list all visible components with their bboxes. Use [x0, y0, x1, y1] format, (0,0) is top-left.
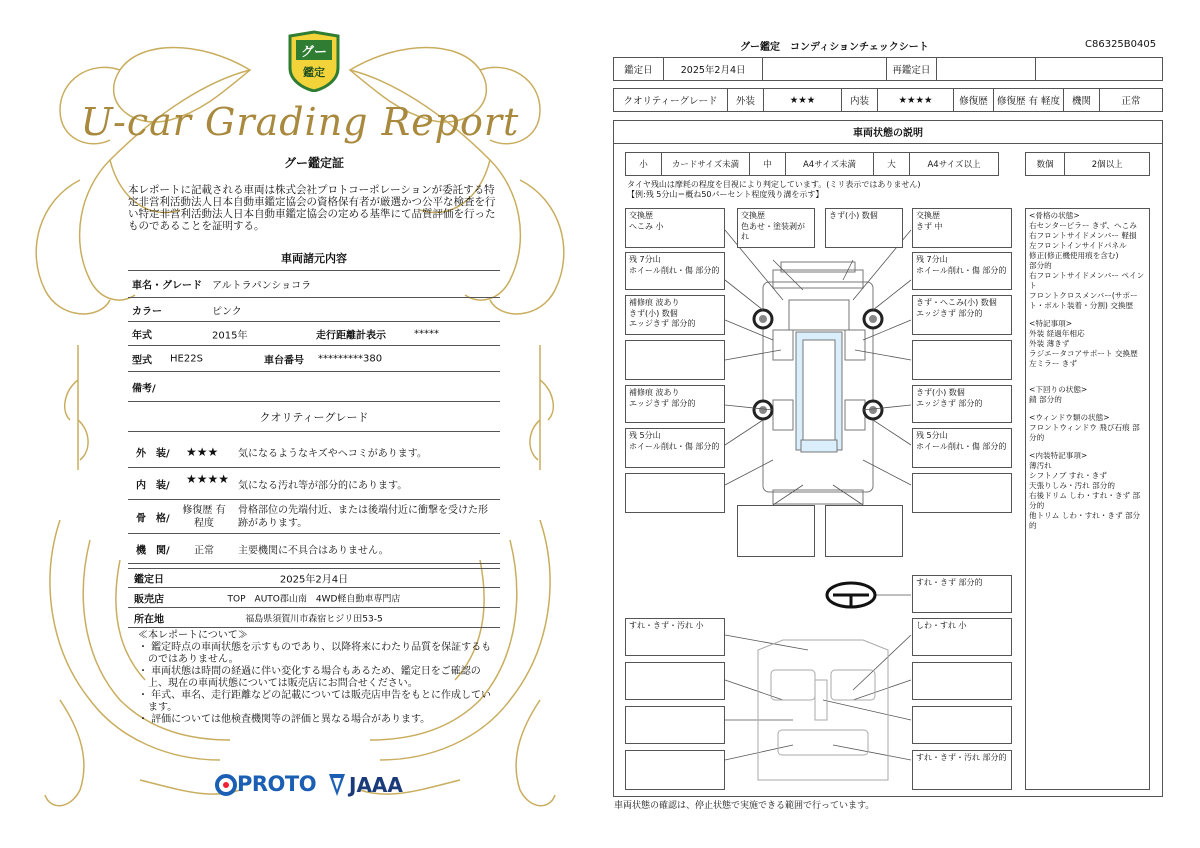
note-line: <ウィンドウ類の状態>: [1029, 413, 1110, 422]
detail-box: すれ・きず・汚れ 小: [625, 618, 725, 656]
notice-item: ・ 年式、車名、走行距離などの記載については販売店申告をもとに作成しています。: [138, 690, 491, 713]
table-date-row: [613, 57, 1163, 81]
row-year: [128, 322, 500, 346]
note-line: 天張りしみ・汚れ 部分的: [1029, 481, 1115, 490]
detail-box: [912, 662, 1012, 700]
row-remarks: [128, 372, 500, 402]
detail-box: 補修痕 波あり きず(小) 数個 エッジきず 部分的: [625, 295, 725, 335]
date-label: 鑑定日: [134, 574, 164, 586]
row-date: [128, 568, 500, 588]
note-line: フロントウィンドウ 飛び石痕 部分的: [1029, 423, 1140, 442]
note-line: フロントクロスメンバー(サポート・ボルト装着・分割) 交換歴: [1029, 291, 1138, 310]
engine-value: 正常: [194, 545, 214, 556]
frame-label: 骨 格/: [136, 513, 170, 524]
redate-value-cell: [937, 58, 1037, 80]
detail-box: [625, 473, 725, 513]
detail-box: きず・へこみ(小) 数個 エッジきず 部分的: [912, 295, 1012, 335]
date-value: 2025年2月4日: [279, 574, 349, 586]
note-line: <内装特記事項>: [1029, 451, 1088, 460]
cert-heading: グー鑑定証: [283, 156, 344, 170]
detail-box: [737, 505, 815, 557]
chassis-label: 車台番号: [264, 355, 304, 366]
redate-label-cell: 再鑑定日: [887, 58, 937, 80]
note-gap: [1029, 311, 1146, 319]
note-line: 薄汚れ: [1029, 461, 1052, 470]
notice-item: ・ 鑑定時点の車両状態を示すものであり、以降将来にわたり品質を保証するものではありません。: [138, 642, 492, 665]
rep-label-cell: 修復歴: [954, 89, 994, 111]
detail-box: [625, 662, 725, 700]
tire-note-line-2: 【例:残 5分山＝概ね50パーセント程度残り溝を示す】: [627, 190, 824, 199]
note-line: 他トリム しわ・すれ・きず 部分的: [1029, 511, 1141, 530]
detail-box: [825, 505, 903, 557]
detail-box: 補修痕 波あり エッジきず 部分的: [625, 385, 725, 423]
note-gap: [1029, 377, 1146, 385]
note-line: <骨格の状態>: [1029, 211, 1080, 220]
detail-box: [625, 706, 725, 744]
badge-text-bottom: 鑑定: [303, 66, 325, 79]
name-value: アルトラパンショコラ: [212, 280, 312, 292]
note-line: 右フロントサイドメンバー ペイント: [1029, 271, 1145, 290]
model-value: HE22S: [170, 353, 203, 364]
row-engine: [128, 534, 500, 564]
empty-cell: [1036, 58, 1162, 80]
chassis-value: *********380: [318, 353, 383, 364]
detail-box: 交換歴 色あせ・塗装剥がれ: [737, 208, 815, 248]
row-dealer: [128, 588, 500, 608]
name-label: 車名・グレード: [132, 280, 202, 292]
goo-shield-icon: [286, 30, 342, 92]
sheet-code: C86325B0405: [1085, 39, 1157, 50]
engine-text: 主要機関に不具合はありません。: [238, 545, 389, 556]
cert-text: 本レポートに記載される車両は株式会社プロトコーポレーションが委託する特定非営利活動法人日本自動車鑑定協会の資格保有者が厳選かつ公平な検査を行い特定非営利活動法人日本自動車鑑定協会の定める基準にて品質評価を行ったものであることを証明する。: [128, 184, 496, 232]
frame-value: 修復歴 有 程度: [182, 504, 226, 529]
color-value: ピンク: [212, 306, 242, 317]
note-line: <特記事項>: [1029, 319, 1073, 328]
row-quality-heading: [128, 402, 500, 432]
quality-heading: クオリティーグレード: [259, 410, 369, 424]
color-label: カラー: [132, 306, 162, 317]
row-frame: [128, 500, 500, 534]
mileage-label: 走行距離計表示: [316, 330, 386, 341]
int-label-cell: 内装: [842, 89, 878, 111]
date-label-cell: 鑑定日: [614, 58, 664, 80]
remarks-label: 備考/: [132, 383, 156, 394]
empty-cell: [763, 58, 887, 80]
detail-box: [625, 750, 725, 790]
note-line: 右フロントサイドメンバー 軽損: [1029, 231, 1137, 240]
note-line: 右センターピラー きず、へこみ: [1029, 221, 1137, 230]
table-quality-row: [613, 88, 1163, 112]
note-line: <下回りの状態>: [1029, 385, 1088, 394]
legend-size-table: [625, 152, 999, 176]
badge-text-top: グー: [300, 45, 327, 60]
note-line: 修正(修正機使用痕を含む): [1029, 251, 1119, 260]
note-gap: [1029, 369, 1146, 377]
dealer-value: TOP AUTO郡山南 4WD軽自動車専門店: [227, 594, 401, 604]
exterior-label: 外 装/: [136, 448, 170, 459]
legend-count-table: [1025, 152, 1150, 176]
note-line: 錆 部分的: [1029, 395, 1062, 404]
ext-value-cell: ★★★: [764, 89, 842, 111]
legend-medium: 中: [750, 153, 786, 175]
ext-label-cell: 外装: [728, 89, 764, 111]
row-address: [128, 608, 500, 628]
note-line: シフトノブ すれ・きず: [1029, 471, 1107, 480]
year-label: 年式: [132, 330, 152, 341]
note-gap: [1029, 405, 1146, 413]
report-script-title: U-car Grading Report: [80, 100, 520, 144]
address-value: 福島県須賀川市森宿ヒジリ田53-5: [245, 614, 383, 624]
rep-value-cell: 修復歴 有 軽度: [994, 89, 1064, 111]
row-color: [128, 298, 500, 322]
row-interior: [128, 468, 500, 500]
tire-note-line-1: タイヤ残山は摩耗の程度を目視により判定しています。(ミリ表示ではありません): [627, 180, 921, 189]
detail-box: すれ・きず・汚れ 部分的: [912, 750, 1012, 790]
detail-box: すれ・きず 部分的: [912, 575, 1012, 613]
detail-box: 残 5分山 ホイール削れ・傷 部分的: [912, 428, 1012, 468]
legend-small: 小: [626, 153, 662, 175]
year-value: 2015年: [212, 330, 248, 341]
note-line: 外装 経過年相応: [1029, 329, 1085, 338]
date-value-cell: 2025年2月4日: [664, 58, 764, 80]
logo-jaaa: JAAA: [349, 773, 403, 797]
legend-count: 数個: [1026, 153, 1065, 175]
spec-heading: 車両諸元内容: [281, 252, 347, 265]
goo-kantei-badge: [286, 30, 342, 92]
exterior-stars: ★★★: [186, 444, 219, 459]
row-vehicle-name: [128, 270, 500, 298]
tire-note: [627, 180, 920, 200]
logo-proto: PROTO: [237, 772, 317, 796]
note-line: ラジエータコアサポート 交換歴: [1029, 349, 1138, 358]
footer-note: 車両状態の確認は、停止状態で実施できる範囲で行っています。: [614, 801, 875, 811]
notice-heading: ≪本レポートについて≫: [138, 630, 248, 641]
detail-box: [912, 473, 1012, 513]
jaaa-logo-icon: [327, 772, 347, 798]
legend-small-desc: カードサイズ未満: [662, 153, 750, 175]
note-line: 外装 薄きず: [1029, 339, 1070, 348]
model-label: 型式: [132, 355, 152, 366]
notice-item: ・ 車両状態は時間の経過に伴い変化する場合もあるため、鑑定日をご確認の上、現在の車両状態については販売店にお問合せください。: [138, 666, 481, 689]
detail-box: きず(小) 数個 エッジきず 部分的: [912, 385, 1012, 423]
detail-box: 残 7分山 ホイール削れ・傷 部分的: [912, 252, 1012, 290]
note-line: 部分的: [1029, 261, 1052, 270]
eng-label-cell: 機関: [1064, 89, 1100, 111]
mileage-value: *****: [414, 328, 439, 339]
legend-medium-desc: A4サイズ未満: [786, 153, 874, 175]
proto-logo-icon: [215, 774, 237, 796]
frame-text: 骨格部位の先端付近、または後端付近に衝撃を受けた形跡があります。: [238, 504, 488, 529]
legend-count-desc: 2個以上: [1091, 160, 1123, 170]
detail-box: 残 7分山 ホイール削れ・傷 部分的: [625, 252, 725, 290]
eng-value-cell: 正常: [1121, 96, 1141, 107]
int-value-cell: ★★★★: [878, 89, 954, 111]
detail-box: 残 5分山 ホイール削れ・傷 部分的: [625, 428, 725, 468]
row-exterior: [128, 436, 500, 468]
notice-item: ・ 評価については他検査機関等の評価と異なる場合があります。: [138, 714, 431, 725]
legend-large: 大: [874, 153, 910, 175]
detail-box: [625, 340, 725, 380]
quality-label-cell: クオリティーグレード: [614, 89, 728, 111]
notice-block: [138, 630, 496, 726]
logo-bar: [215, 770, 415, 800]
steering-wheel-icon: [827, 583, 875, 607]
exterior-text: 気になるようなキズやヘコミがあります。: [238, 448, 427, 459]
legend-large-desc: A4サイズ以上: [927, 160, 981, 170]
dealer-label: 販売店: [134, 594, 164, 605]
engine-label: 機 関/: [136, 545, 170, 556]
note-line: 左ミラー きず: [1029, 359, 1077, 368]
interior-text: 気になる汚れ等が部分的にあります。: [238, 480, 408, 491]
section-title: 車両状態の説明: [613, 120, 1163, 144]
detail-box: きず(小) 数個: [825, 208, 903, 248]
sheet-title: グー鑑定 コンディションチェックシート: [740, 42, 929, 53]
interior-stars: ★★★★: [186, 471, 230, 486]
detail-box: [912, 340, 1012, 380]
note-line: 左フロントインサイドパネル: [1029, 241, 1127, 250]
note-gap: [1029, 443, 1146, 451]
address-label: 所在地: [134, 614, 164, 625]
interior-label: 内 装/: [136, 480, 170, 491]
detail-box: [912, 706, 1012, 744]
detail-box: 交換歴 へこみ 小: [625, 208, 725, 248]
detail-box: しわ・すれ 小: [912, 618, 1012, 656]
notes-column: [1025, 208, 1150, 790]
detail-box: 交換歴 きず 中: [912, 208, 1012, 248]
note-line: 右後ドリム しわ・すれ・きず 部分的: [1029, 491, 1141, 510]
row-model: [128, 346, 500, 372]
